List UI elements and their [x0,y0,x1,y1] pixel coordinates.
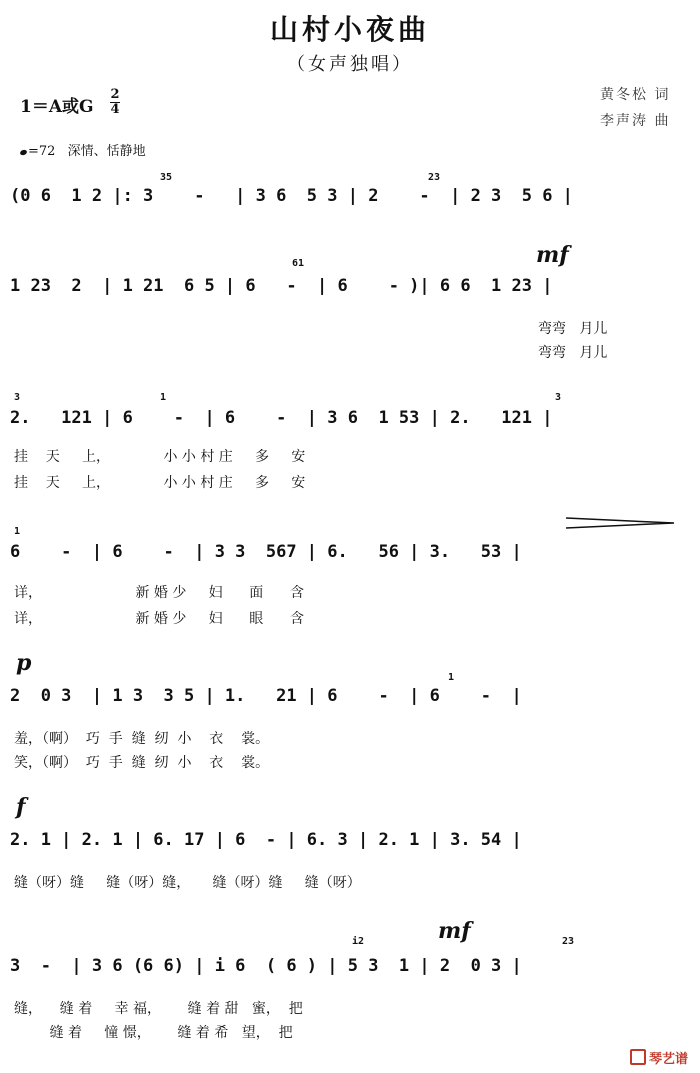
logo-text: 琴艺谱 [648,1052,688,1067]
staff-line-3: 2. 121 | 6 - | 6 - | 3 6 1 53 | 2. 121 | [10,408,553,428]
staff-line-5: 2 0 3 | 1 3 3 5 | 1. 21 | 6 - | 6 - | [10,686,522,706]
dynamic-mark: p [16,650,32,676]
tempo-marking [20,140,146,159]
dynamic-mark: mf [536,242,569,268]
grace-note: 35 [160,172,173,183]
staff-line-6: 2. 1 | 2. 1 | 6. 17 | 6 - | 6. 3 | 2. 1 | 3. 54 | [10,830,522,850]
site-logo [630,1048,688,1067]
lyric-verse-2: 笑，（啊） 巧 手 缝 纫 小 衣 裳。 [14,755,270,771]
lyric-verse-2: 挂 天 上， 小 小 村 庄 多 安 [14,475,306,491]
grace-note: 3 [14,392,21,403]
time-bottom: 4 [110,102,120,117]
grace-note: 3 [555,392,562,403]
lyric-verse-1: 缝（呀）缝 缝（呀）缝， 缝（呀）缝 缝（呀） [14,875,361,891]
grace-note: 61 [292,258,305,269]
lyric-verse-1: 弯弯 月儿 [538,321,608,337]
lyric-verse-1: 挂 天 上， 小 小 村 庄 多 安 [14,449,306,465]
staff-line-7: 3 - | 3 6 (6 6) | i 6 ( 6 ) | 5 3 1 | 2 0 3 | [10,956,522,976]
grace-note: i2 [352,936,365,947]
key-signature: 1＝A或G [20,97,94,117]
dynamic-mark: mf [438,918,471,944]
time-top: 2 [110,87,120,102]
staff-line-2: 1 23 2 | 1 21 6 5 | 6 - | 6 - )| 6 6 1 23 | [10,276,553,296]
song-title: 山村小夜曲 [269,13,430,46]
quarter-note-icon [19,149,27,156]
grace-note: 23 [562,936,575,947]
logo-icon [630,1049,646,1065]
song-subtitle: （女声独唱） [287,54,413,75]
lyricist-credit: 黄冬松 词 [600,87,671,103]
tempo-value: =72 [28,144,56,159]
lyric-verse-2: 详， 新 婚 少 妇 眼 含 [14,611,305,627]
staff-line-4: 6 - | 6 - | 3 3 567 | 6. 56 | 3. 53 | [10,542,522,562]
lyric-verse-1: 详， 新 婚 少 妇 面 含 [14,585,305,601]
tempo-text: 深情、恬静地 [67,144,146,159]
dynamic-mark: f [16,794,26,820]
lyric-verse-2: 缝 着 憧 憬， 缝 着 希 望， 把 [14,1025,293,1041]
lyric-verse-1: 羞，（啊） 巧 手 缝 纫 小 衣 裳。 [14,731,270,747]
grace-note: 23 [428,172,441,183]
lyric-verse-2: 弯弯 月儿 [538,345,608,361]
time-signature [110,88,120,117]
grace-note: 1 [14,526,21,537]
staff-line-1: (0 6 1 2 |: 3 - | 3 6 5 3 | 2 - | 2 3 5 6 | [10,186,573,206]
lyric-verse-1: 缝， 缝 着 幸 福， 缝 着 甜 蜜， 把 [14,1001,303,1017]
composer-credit: 李声涛 曲 [600,113,671,129]
grace-note: 1 [448,672,455,683]
crescendo-mark [566,515,676,531]
grace-note: 1 [160,392,167,403]
